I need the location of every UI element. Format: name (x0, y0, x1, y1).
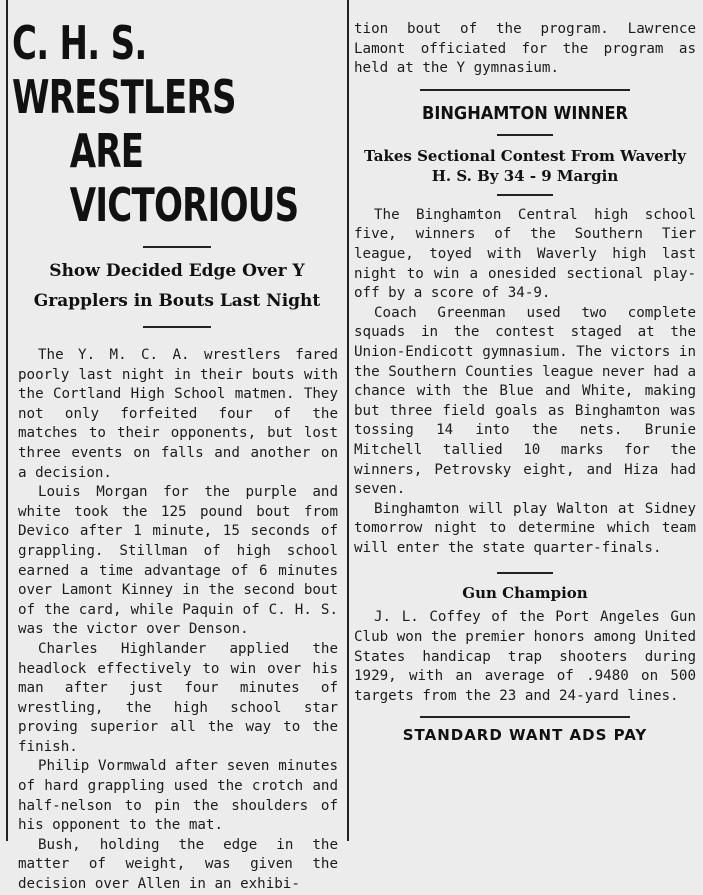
column-rule-left (6, 0, 8, 841)
column-rule-middle (347, 0, 349, 841)
section-divider (497, 572, 553, 574)
paragraph: Coach Greenman used two complete squads in the contest staged at the Union-Endicott gymnasium. The victors in the Southern Counties league never had a chance with the Blue and White, making but three field goals as Binghamton was tossing 14 into the nets. Brunie Mitchell tallied 10 marks for the winners, Petrovsky eight, and Hiza had seven. (354, 304, 696, 498)
wrestlers-headline (12, 16, 338, 232)
deck-divider (497, 194, 553, 196)
section-divider (420, 89, 630, 91)
deck-divider (143, 326, 211, 328)
paragraph: tion bout of the program. Lawrence Lamont officiated for the program as held at the Y gymnasium. (354, 21, 696, 77)
headline-divider (497, 134, 553, 136)
paragraph: Philip Vormwald after seven minutes of hard grappling used the crotch and half-nelson to pin the shoulders of his opponent to the mat. (18, 758, 338, 834)
footer-divider (420, 716, 630, 718)
paragraph: Bush, holding the edge in the matter of weight, was given the decision over Allen in an exhibi- (18, 836, 338, 893)
binghamton-body (354, 206, 696, 559)
want-ads-banner: STANDARD WANT ADS PAY (402, 726, 648, 745)
left-column (12, 0, 342, 893)
gun-champion-headline: Gun Champion (462, 584, 588, 603)
paragraph: The Binghamton Central high school five, winners of the Southern Tier league, toyed with Waverly high last night to win a onesided sectional play-off by a score of 34-9. (354, 206, 696, 302)
binghamton-deck: Takes Sectional Contest From Waverly H. S. By 34 - 9 Margin (364, 146, 686, 185)
binghamton-headline: BINGHAMTON WINNER (421, 102, 629, 124)
paragraph: J. L. Coffey of the Port Angeles Gun Club won the premier honors among United States handicap trap shooters during 1929, with an average of .9480 on 500 targets from the 23 and 24-yard lines. (354, 609, 696, 704)
continuation-text (354, 20, 696, 79)
wrestlers-deck: Show Decided Edge Over Y Grapplers in Bouts Last Night (33, 261, 321, 311)
paragraph: Louis Morgan for the purple and white took the 125 pound bout from Devico after 1 minute, 15 seconds of grappling. Stillman of high school earned a time advantage of 6 minutes over Lamont Kinney in the second bout of the card, while Paquin of C. H. S. was the victor over Denson. (18, 484, 338, 638)
paragraph: Charles Highlander applied the headlock effectively to win over his man after just four minutes of wrestling, the high school star proving superior all the way to the finish. (18, 640, 338, 755)
wrestlers-body (12, 346, 342, 895)
headline-divider (143, 246, 211, 248)
headline-line-2: ARE VICTORIOUS (69, 124, 299, 232)
headline-line-1: C. H. S. WRESTLERS (12, 16, 236, 124)
gun-champion-body (354, 608, 696, 706)
right-column (354, 0, 696, 841)
paragraph: Binghamton will play Walton at Sidney tomorrow night to determine which team will enter the state quarter-finals. (354, 500, 696, 556)
paragraph: The Y. M. C. A. wrestlers fared poorly last night in their bouts with the Cortland High School matmen. They not only forfeited four of the matches to their opponents, but lost three events on falls and another on a decision. (18, 347, 338, 481)
